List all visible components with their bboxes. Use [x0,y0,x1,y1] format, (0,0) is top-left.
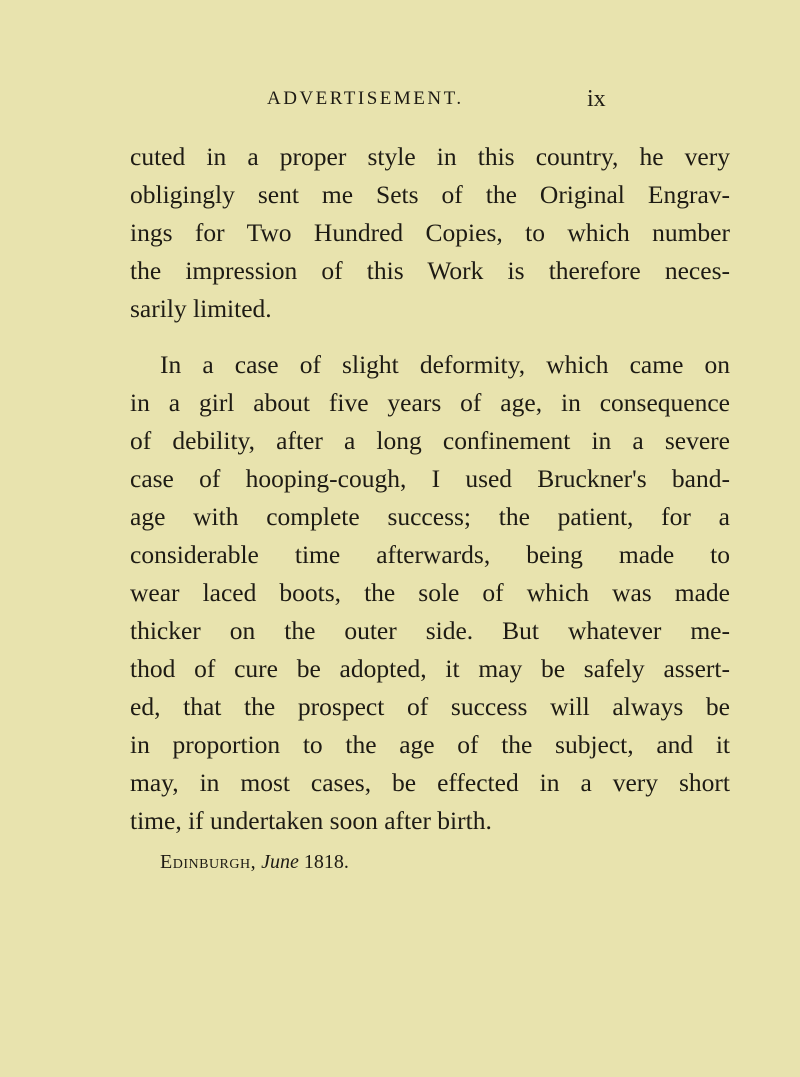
text-line: thicker on the outer side. But whatever me- [130,616,730,645]
text-line: cuted in a proper style in this country, he very [130,142,730,171]
text-line: wear laced boots, the sole of which was made [130,578,730,607]
text-line: in a girl about five years of age, in consequence [130,388,730,417]
dateline-month: June [261,851,299,873]
page-number: ix [587,86,606,112]
text-line: in proportion to the age of the subject, and it [130,730,730,759]
text-line: thod of cure be adopted, it may be safely assert- [130,654,730,683]
text-line: the impression of this Work is therefore neces- [130,256,730,285]
text-line: obligingly sent me Sets of the Original Engrav- [130,180,730,209]
running-head [0,84,800,114]
text-line: In a case of slight deformity, which came on [160,350,730,379]
dateline-place: Edinburgh, [160,851,257,873]
text-line: age with complete success; the patient, for a [130,502,730,531]
text-line: case of hooping-cough, I used Bruckner's band- [130,464,730,493]
dateline [160,848,349,876]
dateline-year: 1818. [303,851,349,873]
text-line: may, in most cases, be effected in a very short [130,768,730,797]
text-line: ings for Two Hundred Copies, to which number [130,218,730,247]
text-line: considerable time afterwards, being made to [130,540,730,569]
text-line: time, if undertaken soon after birth. [130,806,492,835]
text-line: of debility, after a long confinement in a severe [130,426,730,455]
text-line: ed, that the prospect of success will always be [130,692,730,721]
running-title: ADVERTISEMENT. [267,88,464,109]
text-line: sarily limited. [130,294,272,323]
